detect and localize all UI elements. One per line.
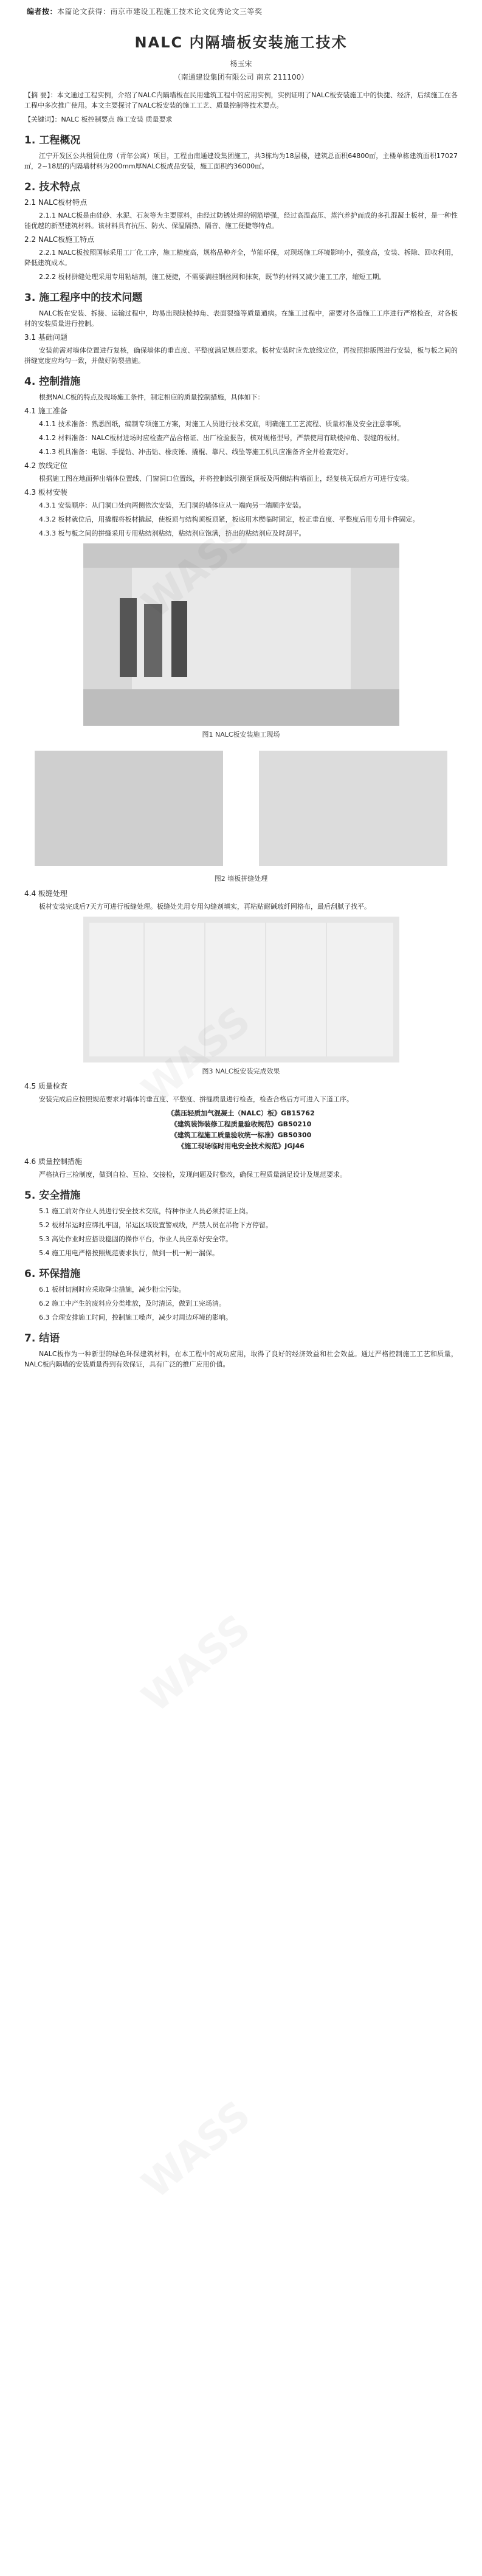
section-title: 1. 工程概况 xyxy=(24,134,81,146)
figure-caption: 图3 NALC板安装完成效果 xyxy=(202,1067,280,1075)
paragraph: 5.2 板材吊运时应绑扎牢固，吊运区域设置警戒线，严禁人员在吊物下方停留。 xyxy=(39,1221,272,1229)
standard-item: 《蒸压轻质加气混凝土（NALC）板》GB15762 xyxy=(167,1109,315,1117)
standards-list xyxy=(24,1108,458,1152)
paragraph: 根据施工图在地面弹出墙体位置线、门窗洞口位置线，并将控制线引测至顶板及两侧结构墙面上，经复核无误后方可进行安装。 xyxy=(39,475,413,483)
watermark xyxy=(134,2092,259,2207)
abstract: 【摘 要】：本文通过工程实例，介绍了NALC内隔墙板在民用建筑工程中的应用实例，实例证明了NALC板安装施工中的快捷、经济，后续施工在各工程中多次推广使用。本文主要探讨了NALC板安装的施工工艺、质量控制等技术要点。 xyxy=(24,91,458,109)
standard-item: 《施工现场临时用电安全技术规范》JGJ46 xyxy=(177,1142,305,1150)
subsection-title: 4.4 板缝处理 xyxy=(24,889,67,898)
standard-item: 《建筑工程施工质量验收统一标准》GB50300 xyxy=(170,1131,312,1139)
paragraph: 6.3 合理安排施工时间，控制施工噪声，减少对周边环境的影响。 xyxy=(39,1314,232,1321)
paragraph: 2.1.1 NALC板是由硅砂、水泥、石灰等为主要原料，由经过防锈处理的钢筋增强，经过高温高压、蒸汽养护而成的多孔混凝土板材，是一种性能优越的新型建筑材料。该材料具有抗压、防火、保温隔热、隔音、施工便捷等特点。 xyxy=(24,212,458,230)
paragraph: 4.1.3 机具准备：电锯、手提钻、冲击钻、橡皮锤、撬棍、靠尺、线坠等施工机具应准备齐全并检查完好。 xyxy=(39,448,353,456)
site-photo-illustration xyxy=(83,543,399,726)
paragraph: 5.3 高处作业时应搭设稳固的操作平台，作业人员应系好安全带。 xyxy=(39,1235,232,1243)
figure-site-photo xyxy=(83,543,399,726)
section-title: 2. 技术特点 xyxy=(24,181,81,193)
subsection-title: 3.1 基础问题 xyxy=(24,333,67,342)
paragraph: NALC板作为一种新型的绿色环保建筑材料，在本工程中的成功应用，取得了良好的经济效益和社会效益。通过严格控制施工工艺和质量，NALC板内隔墙的安装质量得到有效保证，具有广泛的推广应用价值。 xyxy=(24,1350,458,1368)
editor-note-label: 编者按： xyxy=(27,7,58,16)
standard-item: 《建筑装饰装修工程质量验收规范》GB50210 xyxy=(170,1120,312,1128)
subsection-title: 4.5 质量检查 xyxy=(24,1082,67,1090)
editor-note-text: 本篇论文获得：南京市建设工程施工技术论文优秀论文三等奖 xyxy=(57,7,263,16)
keywords: 【关键词】：NALC 板控制要点 施工安装 质量要求 xyxy=(24,115,173,123)
section-title: 7. 结语 xyxy=(24,1332,60,1345)
paragraph: 6.1 板材切割时应采取降尘措施，减少粉尘污染。 xyxy=(39,1286,185,1293)
paragraph: 6.2 施工中产生的废料应分类堆放，及时清运，做到工完场清。 xyxy=(39,1300,226,1307)
editor-note xyxy=(27,6,263,16)
paragraph: 安装完成后应按照规范要求对墙体的垂直度、平整度、拼缝质量进行检查，检查合格后方可进入下道工序。 xyxy=(39,1095,353,1103)
section-title: 3. 施工程序中的技术问题 xyxy=(24,292,143,304)
affiliation: （南通建设集团有限公司 南京 211100） xyxy=(173,73,309,81)
paragraph: 4.3.1 安装顺序：从门洞口处向两侧依次安装，无门洞的墙体应从一端向另一端顺序安装。 xyxy=(39,501,306,509)
paragraph: 江宁开发区公共租赁住房（青年公寓）项目，工程由南通建设集团施工，共3栋均为18层楼，建筑总面积64800㎡，主楼单栋建筑面积17027㎡，2~18层的内隔墙材料为200mm厚NALC板成品安装，施工面积约36000㎡。 xyxy=(24,152,458,170)
figure-pair xyxy=(24,746,458,870)
figure-joint-b xyxy=(259,751,447,866)
subsection-title: 4.6 质量控制措施 xyxy=(24,1157,82,1166)
section-title: 4. 控制措施 xyxy=(24,376,81,388)
watermark xyxy=(134,1606,259,1721)
subsection-title: 4.1 施工准备 xyxy=(24,407,67,415)
paragraph: 5.1 施工前对作业人员进行安全技术交底，特种作业人员必须持证上岗。 xyxy=(39,1207,252,1215)
paragraph: 严格执行三检制度，做到自检、互检、交接检，发现问题及时整改，确保工程质量满足设计及规范要求。 xyxy=(39,1171,346,1179)
figure-caption: 图1 NALC板安装施工现场 xyxy=(202,731,280,739)
paragraph: 板材安装完成后7天方可进行板缝处理。板缝处先用专用勾缝剂填实，再粘贴耐碱玻纤网格布，最后刮腻子找平。 xyxy=(39,903,371,911)
paragraph: 根据NALC板的特点及现场施工条件，制定相应的质量控制措施，具体如下： xyxy=(39,393,264,401)
paragraph: 4.3.3 板与板之间的拼缝采用专用粘结剂粘结，粘结剂应饱满，挤出的粘结剂应及时刮平。 xyxy=(39,529,306,537)
paragraph: 2.2.2 板材拼缝处理采用专用粘结剂，施工便捷，不需要满挂钢丝网和抹灰，既节约材料又减少施工工序，缩短工期。 xyxy=(39,273,386,281)
paragraph: 4.1.1 技术准备：熟悉图纸，编制专项施工方案，对施工人员进行技术交底，明确施工工艺流程、质量标准及安全注意事项。 xyxy=(39,420,406,428)
paragraph: 安装前需对墙体位置进行复核，确保墙体的垂直度、平整度满足规范要求。板材安装时应先放线定位，再按照排版图进行安装，板与板之间的拼缝宽度应均匀一致，并做好防裂措施。 xyxy=(24,346,458,365)
figure-joint-a xyxy=(35,751,223,866)
paragraph: 4.3.2 板材就位后，用撬棍将板材撬起，使板顶与结构顶板顶紧，板底用木楔临时固定，校正垂直度、平整度后用专用卡件固定。 xyxy=(39,515,419,523)
paragraph: 4.1.2 材料准备：NALC板材进场时应检查产品合格证、出厂检验报告，核对规格型号，严禁使用有缺棱掉角、裂缝的板材。 xyxy=(39,434,404,442)
paragraph: 2.2.1 NALC板按照国标采用工厂化工序，施工精度高，规格品种齐全，节能环保，对现场施工环境影响小，强度高，安装、拆除、回收利用，降低建筑成本。 xyxy=(24,249,458,267)
subsection-title: 2.2 NALC板施工特点 xyxy=(24,235,95,244)
section-title: 5. 安全措施 xyxy=(24,1190,81,1202)
figure-caption: 图2 墙板拼缝处理 xyxy=(214,875,268,883)
article-body xyxy=(24,90,458,1373)
subsection-title: 4.3 板材安装 xyxy=(24,488,67,497)
document-title: NALC 内隔墙板安装施工技术 xyxy=(134,34,348,51)
section-title: 6. 环保措施 xyxy=(24,1268,81,1280)
paragraph: 5.4 施工用电严格按照规范要求执行，做到一机一闸一漏保。 xyxy=(39,1249,219,1257)
paragraph: NALC板在安装、拆接、运输过程中，均易出现缺棱掉角、表面裂缝等质量通病。在施工过程中，需要对各道施工工序进行严格检查，对各板材的安装质量进行控制。 xyxy=(24,309,458,328)
subsection-title: 4.2 放线定位 xyxy=(24,461,67,470)
author: 杨玉宋 xyxy=(230,60,252,68)
subsection-title: 2.1 NALC板材特点 xyxy=(24,198,88,207)
